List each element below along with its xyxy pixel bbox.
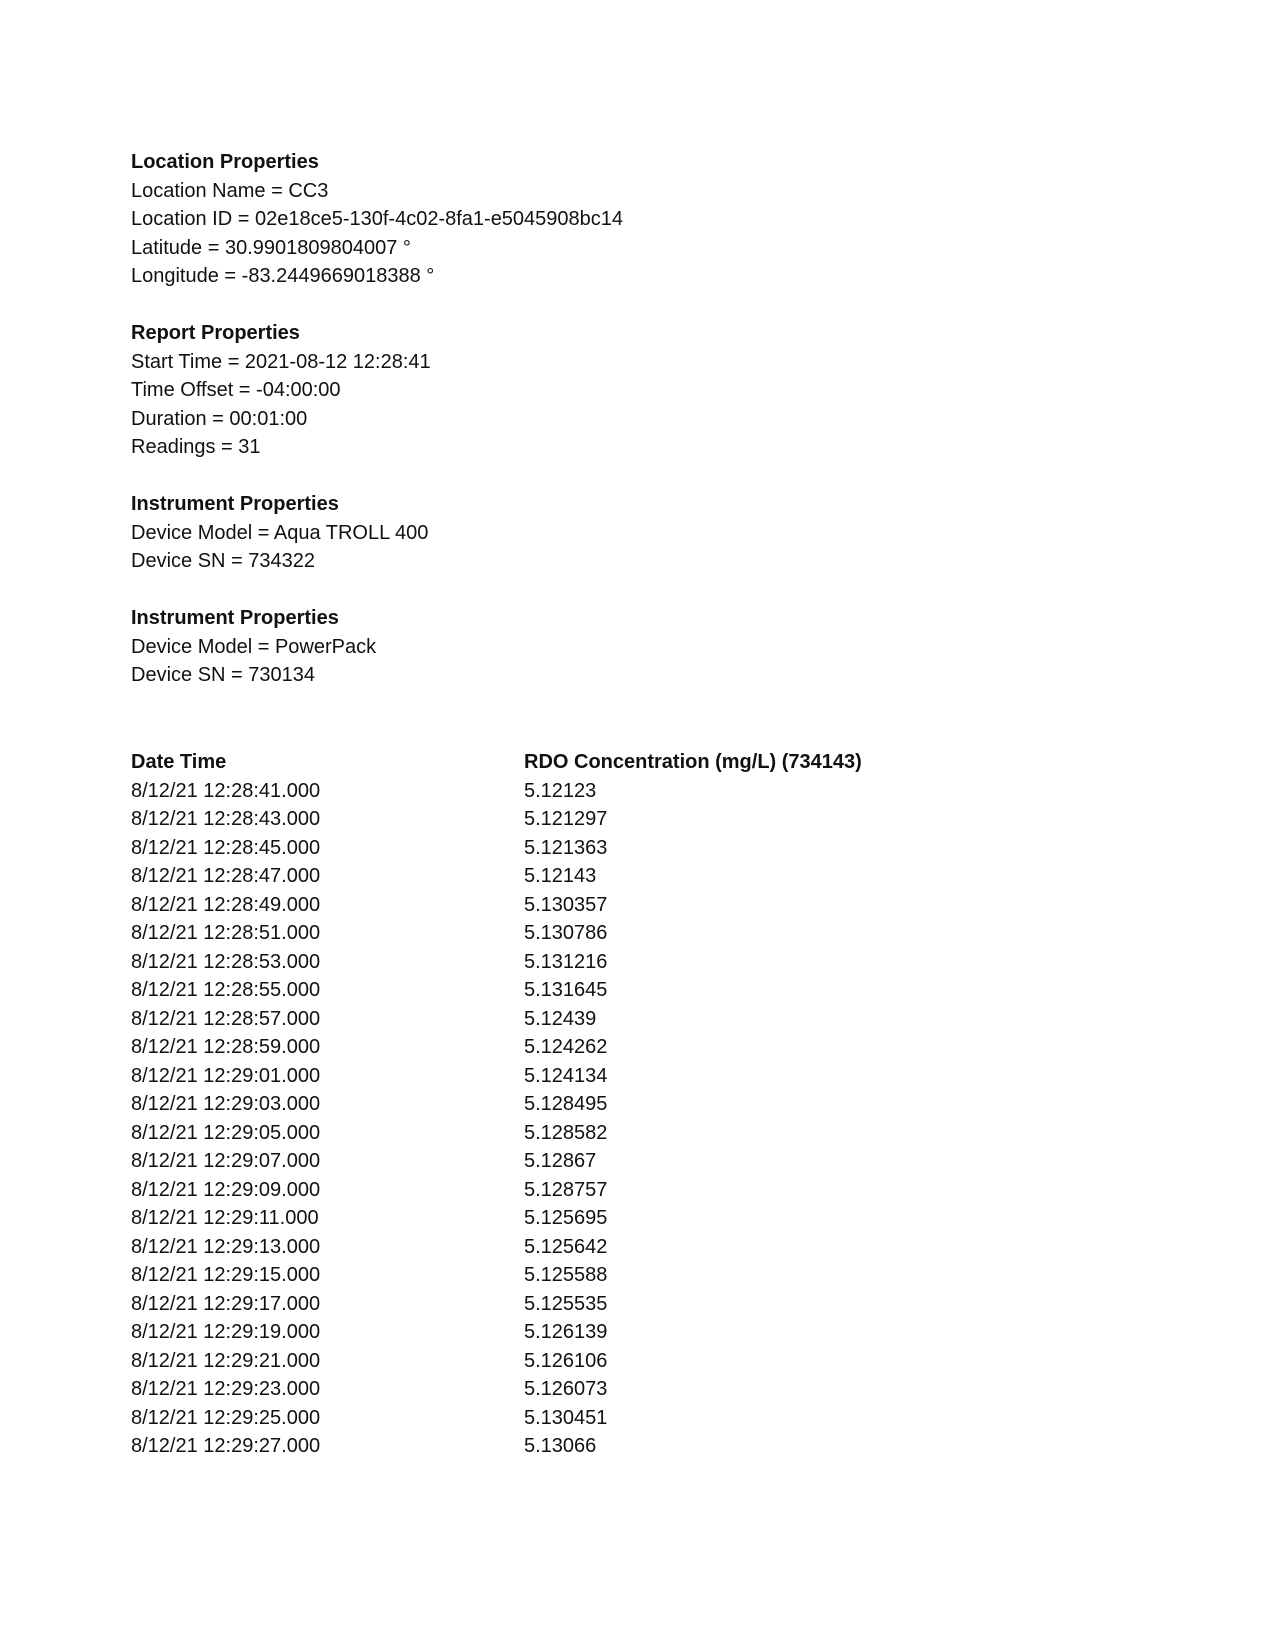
- table-row: [131, 1119, 1181, 1148]
- date-time-cell: 8/12/21 12:28:59.000: [131, 1036, 321, 1058]
- table-row: [131, 1404, 1181, 1433]
- table-row: [131, 1005, 1181, 1034]
- rdo-concentration-cell: 5.130786: [524, 922, 608, 944]
- rdo-concentration-cell: 5.121297: [524, 808, 608, 830]
- table-row: [131, 1347, 1181, 1376]
- location-properties-heading: Location Properties: [131, 151, 319, 173]
- rdo-concentration-cell: 5.125695: [524, 1207, 608, 1229]
- start-time: Start Time = 2021-08-12 12:28:41: [131, 350, 431, 373]
- date-time-cell: 8/12/21 12:29:03.000: [131, 1093, 321, 1115]
- instrument-properties-heading: Instrument Properties: [131, 607, 339, 629]
- rdo-concentration-cell: 5.124134: [524, 1064, 608, 1087]
- rdo-concentration-cell: 5.125642: [524, 1235, 608, 1258]
- table-row: [131, 1176, 1181, 1205]
- table-row: [131, 1233, 1181, 1262]
- table-row: [131, 777, 1181, 806]
- location-properties-section: [131, 148, 1181, 291]
- table-row: [131, 1147, 1181, 1176]
- date-time-cell: 8/12/21 12:29:09.000: [131, 1178, 321, 1201]
- location-name: Location Name = CC3: [131, 179, 329, 202]
- date-time-cell: 8/12/21 12:29:19.000: [131, 1321, 321, 1343]
- date-time-cell: 8/12/21 12:28:55.000: [131, 979, 321, 1001]
- date-time-cell: 8/12/21 12:28:53.000: [131, 950, 321, 973]
- date-time-cell: 8/12/21 12:28:45.000: [131, 836, 321, 859]
- table-row: [131, 1318, 1181, 1347]
- date-time-cell: 8/12/21 12:29:17.000: [131, 1292, 321, 1315]
- rdo-concentration-cell: 5.126139: [524, 1321, 608, 1343]
- rdo-concentration-cell: 5.128582: [524, 1121, 608, 1144]
- rdo-concentration-cell: 5.128495: [524, 1093, 608, 1115]
- rdo-concentration-cell: 5.131645: [524, 979, 608, 1001]
- rdo-concentration-cell: 5.125588: [524, 1264, 608, 1286]
- rdo-concentration-cell: 5.130451: [524, 1406, 608, 1429]
- date-time-cell: 8/12/21 12:28:51.000: [131, 922, 321, 944]
- date-time-cell: 8/12/21 12:29:05.000: [131, 1121, 321, 1144]
- rdo-concentration-cell: 5.126073: [524, 1378, 608, 1400]
- date-time-cell: 8/12/21 12:29:21.000: [131, 1349, 321, 1372]
- date-time-cell: 8/12/21 12:29:11.000: [131, 1207, 319, 1229]
- table-row: [131, 1432, 1181, 1461]
- date-time-cell: 8/12/21 12:29:01.000: [131, 1064, 321, 1087]
- table-header-row: [131, 748, 1181, 777]
- table-row: [131, 1090, 1181, 1119]
- date-time-cell: 8/12/21 12:29:23.000: [131, 1378, 321, 1400]
- device-model: Device Model = Aqua TROLL 400: [131, 521, 429, 544]
- device-sn: Device SN = 734322: [131, 550, 316, 572]
- rdo-concentration-cell: 5.125535: [524, 1292, 608, 1315]
- rdo-concentration-cell: 5.128757: [524, 1178, 608, 1201]
- table-row: [131, 1290, 1181, 1319]
- report-properties-heading: Report Properties: [131, 322, 300, 344]
- device-sn: Device SN = 730134: [131, 664, 316, 686]
- latitude: Latitude = 30.9901809804007 °: [131, 236, 411, 259]
- rdo-concentration-cell: 5.124262: [524, 1036, 608, 1058]
- report-properties-section: [131, 319, 1181, 462]
- table-row: [131, 919, 1181, 948]
- date-time-cell: 8/12/21 12:29:13.000: [131, 1235, 321, 1258]
- table-row: [131, 1062, 1181, 1091]
- table-row: [131, 834, 1181, 863]
- table-row: [131, 1375, 1181, 1404]
- rdo-concentration-cell: 5.131216: [524, 950, 608, 973]
- column-header-rdo-concentration: RDO Concentration (mg/L) (734143): [524, 751, 862, 773]
- longitude: Longitude = -83.2449669018388 °: [131, 265, 435, 287]
- time-offset: Time Offset = -04:00:00: [131, 379, 341, 401]
- rdo-concentration-cell: 5.12867: [524, 1150, 597, 1172]
- date-time-cell: 8/12/21 12:29:07.000: [131, 1150, 321, 1172]
- table-body: [131, 777, 1181, 1461]
- table-row: [131, 1033, 1181, 1062]
- rdo-concentration-cell: 5.130357: [524, 893, 608, 916]
- table-row: [131, 948, 1181, 977]
- table-row: [131, 976, 1181, 1005]
- readings-table: [131, 748, 1181, 1461]
- column-header-date-time: Date Time: [131, 751, 227, 773]
- date-time-cell: 8/12/21 12:28:43.000: [131, 808, 321, 830]
- instrument-properties-section-2: [131, 604, 1181, 690]
- date-time-cell: 8/12/21 12:29:27.000: [131, 1435, 321, 1457]
- date-time-cell: 8/12/21 12:28:57.000: [131, 1007, 321, 1030]
- location-id: Location ID = 02e18ce5-130f-4c02-8fa1-e5045908bc14: [131, 208, 624, 230]
- date-time-cell: 8/12/21 12:28:47.000: [131, 865, 321, 887]
- table-row: [131, 891, 1181, 920]
- rdo-concentration-cell: 5.12439: [524, 1007, 597, 1030]
- properties-block: [131, 148, 1181, 718]
- duration: Duration = 00:01:00: [131, 407, 308, 430]
- rdo-concentration-cell: 5.126106: [524, 1349, 608, 1372]
- rdo-concentration-cell: 5.13066: [524, 1435, 597, 1457]
- device-model: Device Model = PowerPack: [131, 635, 377, 658]
- instrument-properties-heading: Instrument Properties: [131, 493, 339, 515]
- date-time-cell: 8/12/21 12:29:15.000: [131, 1264, 321, 1286]
- table-row: [131, 1261, 1181, 1290]
- instrument-properties-section-1: [131, 490, 1181, 576]
- table-row: [131, 805, 1181, 834]
- date-time-cell: 8/12/21 12:29:25.000: [131, 1406, 321, 1429]
- table-row: [131, 1204, 1181, 1233]
- rdo-concentration-cell: 5.12143: [524, 865, 597, 887]
- table-row: [131, 862, 1181, 891]
- rdo-concentration-cell: 5.121363: [524, 836, 608, 859]
- readings: Readings = 31: [131, 436, 261, 458]
- date-time-cell: 8/12/21 12:28:41.000: [131, 779, 321, 802]
- date-time-cell: 8/12/21 12:28:49.000: [131, 893, 321, 916]
- rdo-concentration-cell: 5.12123: [524, 779, 597, 802]
